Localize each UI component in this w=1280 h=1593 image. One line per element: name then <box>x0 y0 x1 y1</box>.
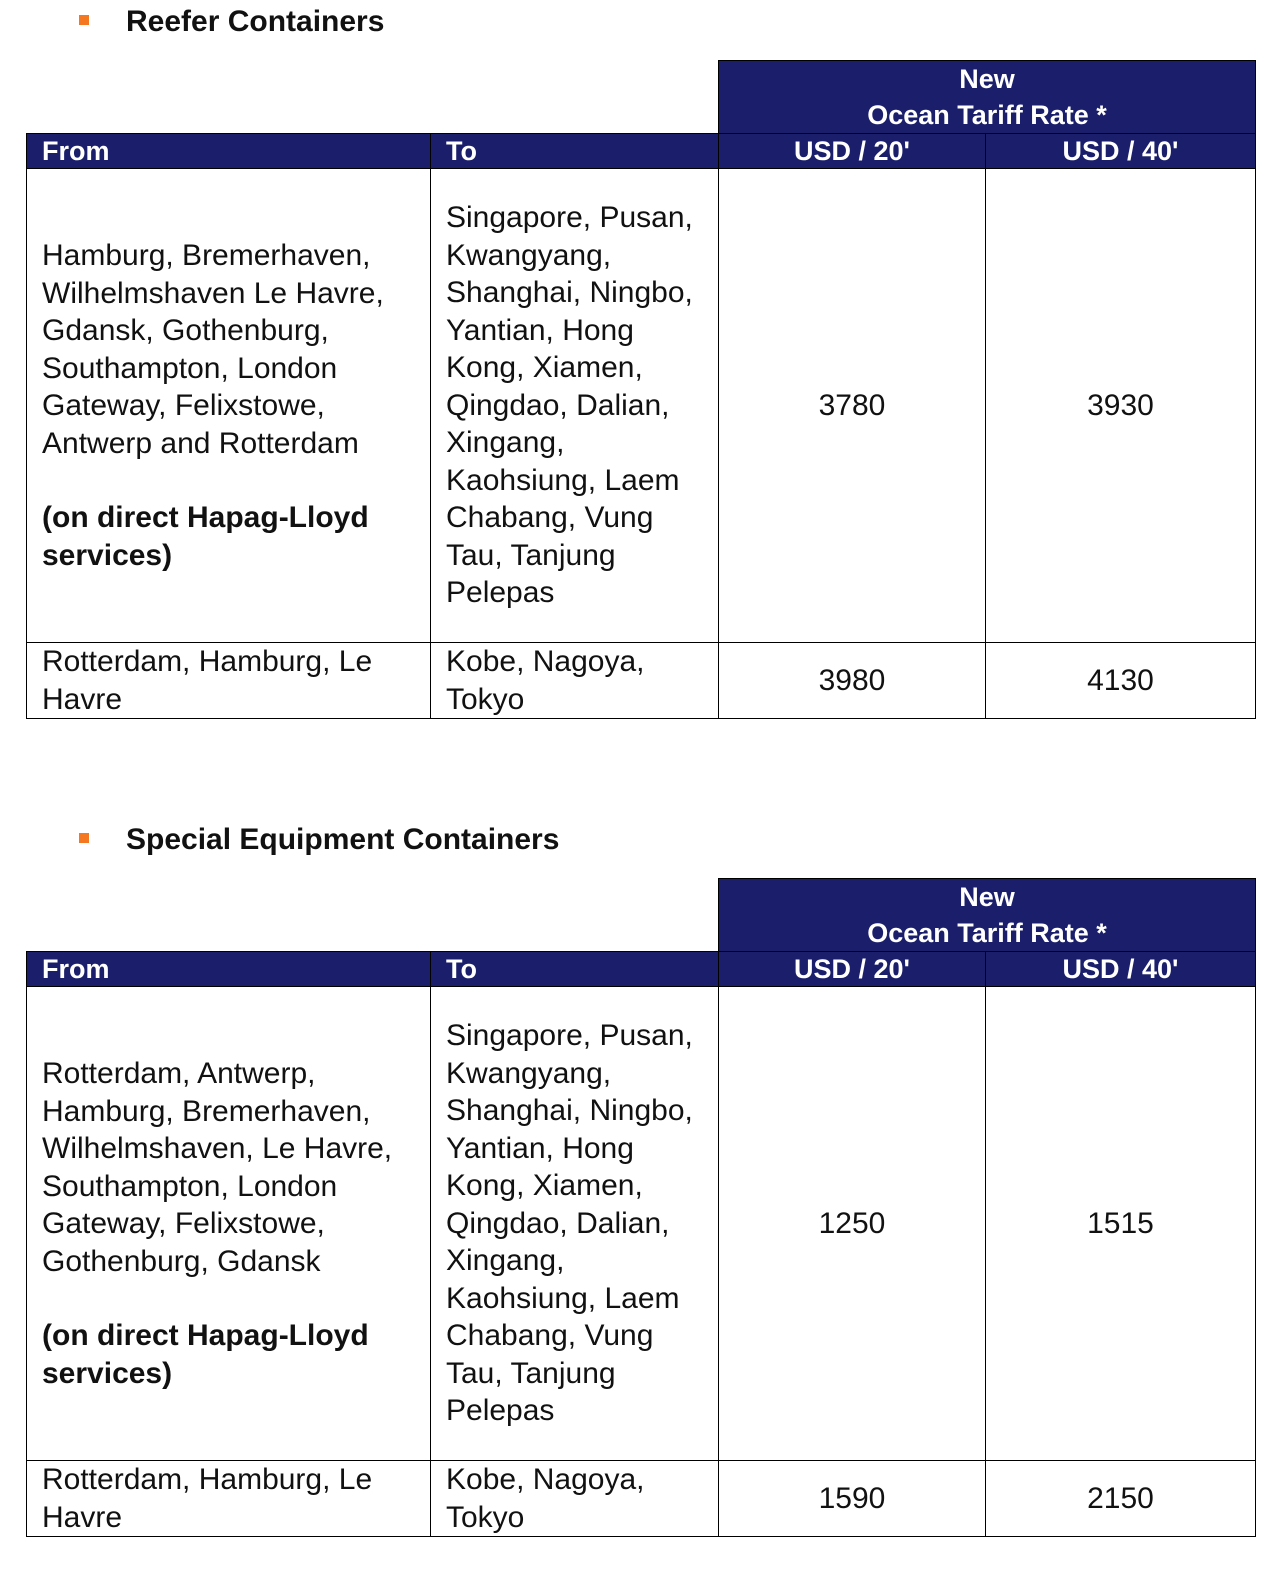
column-header-from: From <box>27 952 431 987</box>
usd40-value: 1515 <box>986 987 1256 1461</box>
usd40-value: 3930 <box>986 169 1256 643</box>
usd40-value: 4130 <box>986 643 1256 719</box>
super-header-line1: New <box>959 882 1015 912</box>
from-note: (on direct Hapag-Lloyd services) <box>42 501 369 572</box>
from-cell <box>27 987 431 1461</box>
from-cell: Rotterdam, Hamburg, Le Havre <box>27 1461 431 1537</box>
to-cell <box>431 987 719 1461</box>
to-ports: Singapore, Pusan, Kwangyang, Shanghai, Ningbo, Yantian, Hong Kong, Xiamen, Qingdao, Dalian, Xingang, Kaohsiung, Laem Chabang, Vung Tau, Tanjung Pelepas <box>446 1019 693 1428</box>
column-header-to: To <box>431 952 719 987</box>
to-cell <box>431 169 719 643</box>
table-row <box>27 1461 1256 1537</box>
section-title: Special Equipment Containers <box>126 823 560 856</box>
usd40-value: 2150 <box>986 1461 1256 1537</box>
from-ports: Hamburg, Bremerhaven, Wilhelmshaven Le Havre, Gdansk, Gothenburg, Southampton, London Gateway, Felixstowe, Antwerp and Rotterdam <box>42 239 384 460</box>
super-header-line2: Ocean Tariff Rate * <box>867 100 1107 130</box>
usd20-value: 1250 <box>719 987 986 1461</box>
column-header-usd20: USD / 20' <box>719 134 986 169</box>
usd20-value: 3980 <box>719 643 986 719</box>
to-cell: Kobe, Nagoya, Tokyo <box>431 643 719 719</box>
from-cell <box>27 169 431 643</box>
super-header-line1: New <box>959 64 1015 94</box>
table-row <box>27 169 1256 643</box>
from-ports: Rotterdam, Antwerp, Hamburg, Bremerhaven, Wilhelmshaven, Le Havre, Southampton, London Gateway, Felixstowe, Gothenburg, Gdansk <box>42 1057 393 1278</box>
column-header-from: From <box>27 134 431 169</box>
column-header-to: To <box>431 134 719 169</box>
super-header-line2: Ocean Tariff Rate * <box>867 918 1107 948</box>
column-header-usd40: USD / 40' <box>986 134 1256 169</box>
section-title: Reefer Containers <box>126 5 385 38</box>
usd20-value: 3780 <box>719 169 986 643</box>
table-row <box>27 643 1256 719</box>
from-cell: Rotterdam, Hamburg, Le Havre <box>27 643 431 719</box>
table-row <box>27 987 1256 1461</box>
to-cell: Kobe, Nagoya, Tokyo <box>431 1461 719 1537</box>
tariff-super-header <box>719 61 1256 134</box>
column-header-usd40: USD / 40' <box>986 952 1256 987</box>
rate-table <box>26 878 1256 1537</box>
tariff-super-header <box>719 879 1256 952</box>
bullet-icon <box>79 15 89 25</box>
to-ports: Singapore, Pusan, Kwangyang, Shanghai, Ningbo, Yantian, Hong Kong, Xiamen, Qingdao, Dalian, Xingang, Kaohsiung, Laem Chabang, Vung Tau, Tanjung Pelepas <box>446 201 693 610</box>
column-header-usd20: USD / 20' <box>719 952 986 987</box>
from-note: (on direct Hapag-Lloyd services) <box>42 1319 369 1390</box>
bullet-icon <box>79 833 89 843</box>
usd20-value: 1590 <box>719 1461 986 1537</box>
rate-table <box>26 60 1256 719</box>
